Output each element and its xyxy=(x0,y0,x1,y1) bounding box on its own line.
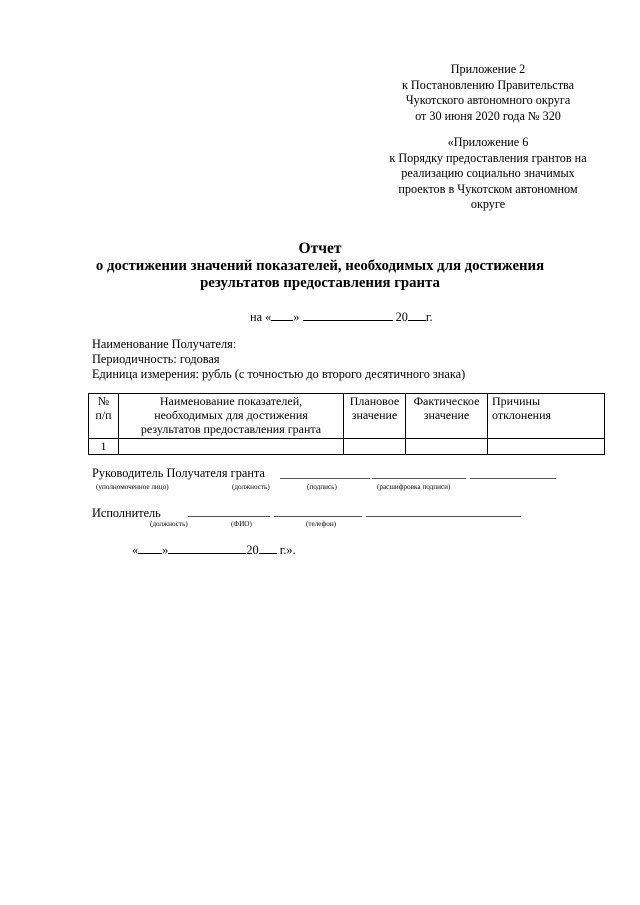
day-blank[interactable] xyxy=(271,308,293,321)
month-blank[interactable] xyxy=(303,308,393,321)
executor-phone-line[interactable] xyxy=(366,516,521,517)
header-text: Причины xyxy=(492,394,541,408)
caption-executor-name: (ФИО) xyxy=(231,520,252,528)
header-text: результатов предоставления гранта xyxy=(140,422,322,436)
sub-appendix-line: к Порядку предоставления грантов на xyxy=(389,150,587,165)
sub-appendix-line: округе xyxy=(470,197,506,212)
report-title xyxy=(60,240,580,292)
caption-executor-phone: (телефон) xyxy=(306,520,337,528)
title-line: Отчет xyxy=(298,240,342,257)
indicators-table xyxy=(88,393,605,455)
header-text: п/п xyxy=(95,408,112,422)
header-reason xyxy=(488,394,605,439)
date-suffix: г. xyxy=(425,310,433,324)
date-year-prefix: 20 xyxy=(395,310,408,324)
header-name xyxy=(119,394,344,439)
date-close-quote: » xyxy=(293,310,300,324)
title-line: о достижении значений показателей, необходимых для достижения xyxy=(95,258,545,274)
recipient-label: Наименование Получателя: xyxy=(92,337,237,351)
appendix-line: Чукотского автономного округа xyxy=(405,93,571,108)
executor-name-line[interactable] xyxy=(274,516,362,517)
year-blank[interactable] xyxy=(408,308,426,321)
caption-signature: (подпись) xyxy=(307,483,337,491)
header-text: Плановое xyxy=(349,394,400,408)
caption-executor-position: (должность) xyxy=(150,520,188,528)
header-text: Наименование показателей, xyxy=(159,394,303,408)
header-fact xyxy=(406,394,488,439)
appendix-header xyxy=(372,62,604,124)
header-text: отклонения xyxy=(492,408,552,422)
periodicity-label: Периодичность: годовая xyxy=(92,352,220,366)
header-plan xyxy=(344,394,406,439)
header-num xyxy=(89,394,119,439)
closing-year-prefix: 20 xyxy=(246,543,259,557)
cell-plan[interactable] xyxy=(344,439,406,455)
title-line: результатов предоставления гранта xyxy=(200,275,440,291)
closing-day-blank[interactable] xyxy=(138,541,162,554)
appendix-line: к Постановлению Правительства xyxy=(401,77,575,92)
cell-name[interactable] xyxy=(119,439,344,455)
report-date-line xyxy=(250,308,433,325)
header-text: значение xyxy=(423,408,470,422)
executor-position-line[interactable] xyxy=(188,516,270,517)
head-decoding-line[interactable] xyxy=(470,478,556,479)
closing-open-quote: « xyxy=(132,543,139,557)
caption-authorized: (уполномоченное лицо) xyxy=(96,483,169,491)
cell-fact[interactable] xyxy=(406,439,488,455)
appendix-line: Приложение 2 xyxy=(450,62,526,76)
caption-decoding: (расшифровка подписи) xyxy=(377,483,451,491)
sub-appendix-line: реализацию социально значимых xyxy=(401,166,575,181)
sub-appendix-line: «Приложение 6 xyxy=(447,135,529,149)
closing-date-line xyxy=(132,541,296,558)
sub-appendix-header xyxy=(372,135,604,213)
header-text: значение xyxy=(351,408,398,422)
header-text: № xyxy=(97,394,110,408)
header-text: Фактическое xyxy=(413,394,480,408)
head-signature-label: Руководитель Получателя гранта xyxy=(92,466,265,480)
date-prefix: на « xyxy=(250,310,272,324)
executor-label: Исполнитель xyxy=(92,506,161,520)
closing-close-quote: » xyxy=(162,543,169,557)
closing-year-blank[interactable] xyxy=(259,541,277,554)
unit-label: Единица измерения: рубль (с точностью до второго десятичного знака) xyxy=(92,367,466,381)
head-position-line[interactable] xyxy=(280,478,370,479)
appendix-line: от 30 июня 2020 года № 320 xyxy=(415,108,561,123)
table-header-row xyxy=(89,394,605,439)
cell-reason[interactable] xyxy=(488,439,605,455)
caption-position: (должность) xyxy=(232,483,270,491)
sub-appendix-line: проектов в Чукотском автономном xyxy=(398,181,578,196)
cell-num: 1 xyxy=(89,439,119,455)
closing-suffix: г.». xyxy=(279,543,296,557)
head-signature-line[interactable] xyxy=(372,478,466,479)
header-text: необходимых для достижения xyxy=(154,408,308,422)
table-row xyxy=(89,439,605,455)
closing-month-blank[interactable] xyxy=(168,541,246,554)
